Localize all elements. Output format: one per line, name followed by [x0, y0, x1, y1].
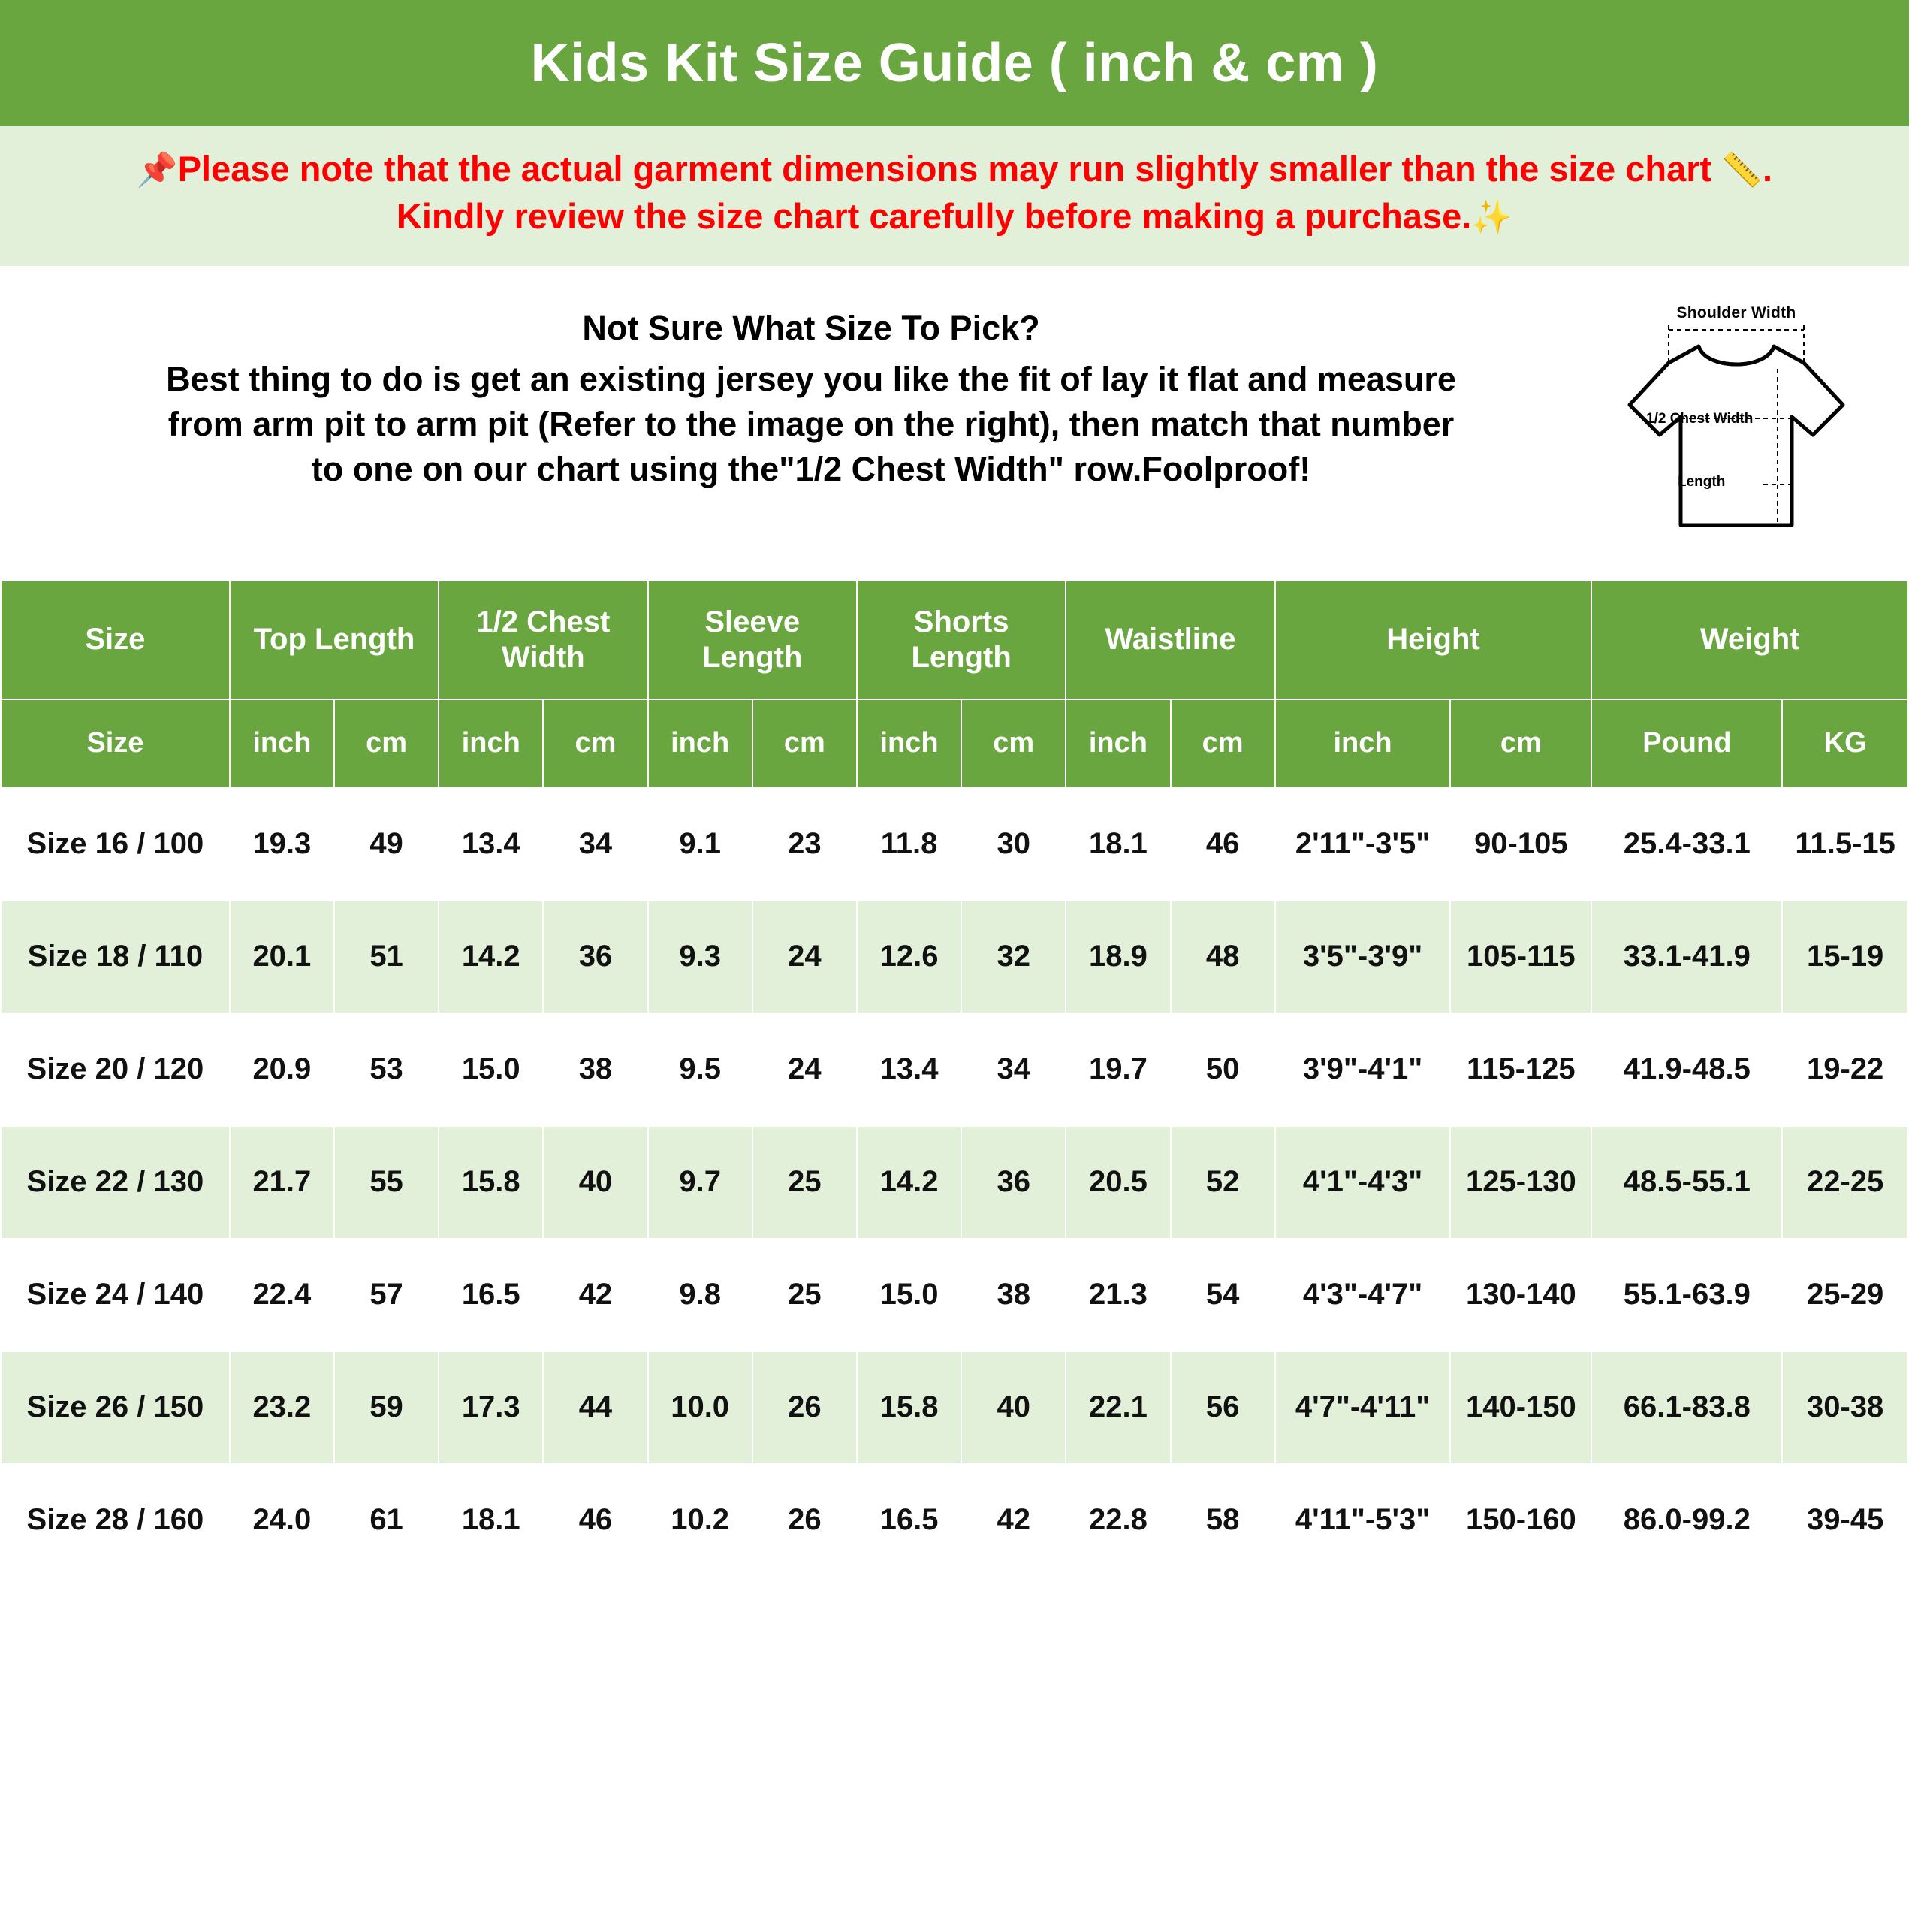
cell: 9.3 [648, 901, 752, 1013]
cell: 15.0 [439, 1013, 543, 1126]
cell: 24.0 [230, 1464, 334, 1577]
unit-header-1: inch [230, 699, 334, 788]
cell: 54 [1171, 1239, 1275, 1351]
cell: 3'5"-3'9" [1275, 901, 1451, 1013]
unit-header-10: cm [1171, 699, 1275, 788]
cell: 25.4-33.1 [1591, 788, 1782, 901]
unit-header-8: cm [961, 699, 1066, 788]
group-header-chest-width: 1/2 Chest Width [439, 581, 647, 699]
cell: 22.8 [1066, 1464, 1170, 1577]
cell: 38 [961, 1239, 1066, 1351]
cell: 46 [543, 1464, 647, 1577]
cell: 42 [543, 1239, 647, 1351]
cell: 30-38 [1782, 1351, 1908, 1464]
group-header-waistline: Waistline [1066, 581, 1274, 699]
cell: 57 [334, 1239, 439, 1351]
cell: 53 [334, 1013, 439, 1126]
info-line-3: to one on our chart using the"1/2 Chest Width" row.Foolproof! [311, 449, 1311, 488]
cell: 59 [334, 1351, 439, 1464]
cell: 4'1"-4'3" [1275, 1126, 1451, 1239]
tshirt-svg-box [1616, 324, 1856, 549]
cell-size: Size 28 / 160 [1, 1464, 230, 1577]
cell: 32 [961, 901, 1066, 1013]
cell: 9.7 [648, 1126, 752, 1239]
cell: 130-140 [1450, 1239, 1591, 1351]
cell: 105-115 [1450, 901, 1591, 1013]
unit-header-3: inch [439, 699, 543, 788]
cell: 41.9-48.5 [1591, 1013, 1782, 1126]
cell-size: Size 22 / 130 [1, 1126, 230, 1239]
unit-header-5: inch [648, 699, 752, 788]
cell: 14.2 [439, 901, 543, 1013]
table-row [1, 1239, 1908, 1351]
cell: 61 [334, 1464, 439, 1577]
cell: 86.0-99.2 [1591, 1464, 1782, 1577]
cell: 25 [752, 1126, 857, 1239]
cell: 4'11"-5'3" [1275, 1464, 1451, 1577]
cell: 18.9 [1066, 901, 1170, 1013]
unit-header-4: cm [543, 699, 647, 788]
cell: 11.5-15 [1782, 788, 1908, 901]
cell: 20.1 [230, 901, 334, 1013]
cell: 39-45 [1782, 1464, 1908, 1577]
cell: 22.4 [230, 1239, 334, 1351]
unit-header-6: cm [752, 699, 857, 788]
cell: 22-25 [1782, 1126, 1908, 1239]
cell: 50 [1171, 1013, 1275, 1126]
shoulder-width-label: Shoulder Width [1676, 303, 1796, 321]
cell: 14.2 [857, 1126, 961, 1239]
length-label: Length [1678, 473, 1726, 490]
cell: 46 [1171, 788, 1275, 901]
sparkle-icon: ✨ [1471, 198, 1513, 236]
notice-text-1-end: . [1763, 149, 1773, 189]
info-heading: Not Sure What Size To Pick? [582, 308, 1040, 347]
cell: 13.4 [857, 1013, 961, 1126]
cell: 21.7 [230, 1126, 334, 1239]
chest-width-label: 1/2 Chest Width [1646, 410, 1754, 427]
cell: 36 [961, 1126, 1066, 1239]
cell: 90-105 [1450, 788, 1591, 901]
notice-text-1: Please note that the actual garment dimensions may run slightly smaller than the size chart [177, 149, 1712, 189]
cell: 25-29 [1782, 1239, 1908, 1351]
cell: 21.3 [1066, 1239, 1170, 1351]
table-row [1, 788, 1908, 901]
table-row [1, 1126, 1908, 1239]
cell: 48.5-55.1 [1591, 1126, 1782, 1239]
cell: 10.2 [648, 1464, 752, 1577]
cell-size: Size 16 / 100 [1, 788, 230, 901]
table-row [1, 1013, 1908, 1126]
cell: 15.8 [857, 1351, 961, 1464]
cell: 23 [752, 788, 857, 901]
cell: 48 [1171, 901, 1275, 1013]
cell: 9.1 [648, 788, 752, 901]
cell: 26 [752, 1351, 857, 1464]
unit-header-7: inch [857, 699, 961, 788]
cell: 51 [334, 901, 439, 1013]
cell: 20.5 [1066, 1126, 1170, 1239]
cell: 3'9"-4'1" [1275, 1013, 1451, 1126]
group-header-sleeve-length: Sleeve Length [648, 581, 857, 699]
table-row [1, 1351, 1908, 1464]
notice-line-2 [30, 193, 1879, 240]
page-title: Kids Kit Size Guide ( inch & cm ) [530, 33, 1379, 93]
cell: 18.1 [1066, 788, 1170, 901]
cell: 56 [1171, 1351, 1275, 1464]
cell: 13.4 [439, 788, 543, 901]
cell: 36 [543, 901, 647, 1013]
group-header-shorts-length: Shorts Length [857, 581, 1066, 699]
tshirt-icon [1616, 324, 1856, 549]
info-line-2: from arm pit to arm pit (Refer to the image on the right), then match that number [167, 404, 1455, 443]
cell: 25 [752, 1239, 857, 1351]
cell: 19.7 [1066, 1013, 1170, 1126]
ruler-icon: 📏 [1721, 152, 1763, 189]
cell: 42 [961, 1464, 1066, 1577]
cell: 10.0 [648, 1351, 752, 1464]
notice-text-2: Kindly review the size chart carefully before making a purchase. [396, 195, 1472, 236]
unit-header-14: KG [1782, 699, 1908, 788]
cell: 24 [752, 901, 857, 1013]
cell: 20.9 [230, 1013, 334, 1126]
cell: 150-160 [1450, 1464, 1591, 1577]
cell: 26 [752, 1464, 857, 1577]
cell-size: Size 20 / 120 [1, 1013, 230, 1126]
cell: 22.1 [1066, 1351, 1170, 1464]
tshirt-diagram [1609, 288, 1909, 549]
cell: 24 [752, 1013, 857, 1126]
cell: 34 [543, 788, 647, 901]
cell: 49 [334, 788, 439, 901]
unit-header-size: Size [1, 699, 230, 788]
unit-header-9: inch [1066, 699, 1170, 788]
cell-size: Size 24 / 140 [1, 1239, 230, 1351]
group-header-top-length: Top Length [230, 581, 439, 699]
table-body [1, 788, 1908, 1577]
cell: 9.8 [648, 1239, 752, 1351]
cell: 17.3 [439, 1351, 543, 1464]
info-text [0, 288, 1609, 492]
cell-size: Size 26 / 150 [1, 1351, 230, 1464]
cell: 30 [961, 788, 1066, 901]
cell: 19-22 [1782, 1013, 1908, 1126]
cell: 125-130 [1450, 1126, 1591, 1239]
cell: 16.5 [439, 1239, 543, 1351]
table-row [1, 901, 1908, 1013]
notice-band [0, 126, 1909, 268]
info-line-1: Best thing to do is get an existing jersey you like the fit of lay it flat and measure [166, 359, 1456, 398]
cell: 12.6 [857, 901, 961, 1013]
cell: 33.1-41.9 [1591, 901, 1782, 1013]
cell: 19.3 [230, 788, 334, 901]
table-row [1, 1464, 1908, 1577]
cell: 15-19 [1782, 901, 1908, 1013]
unit-header-11: inch [1275, 699, 1451, 788]
cell: 38 [543, 1013, 647, 1126]
cell: 40 [543, 1126, 647, 1239]
pin-icon: 📌 [136, 152, 178, 189]
cell: 11.8 [857, 788, 961, 901]
cell: 55 [334, 1126, 439, 1239]
unit-header-2: cm [334, 699, 439, 788]
unit-header-12: cm [1450, 699, 1591, 788]
unit-header-13: Pound [1591, 699, 1782, 788]
cell: 66.1-83.8 [1591, 1351, 1782, 1464]
cell: 23.2 [230, 1351, 334, 1464]
cell: 4'7"-4'11" [1275, 1351, 1451, 1464]
group-header-weight: Weight [1591, 581, 1908, 699]
cell: 34 [961, 1013, 1066, 1126]
cell: 2'11"-3'5" [1275, 788, 1451, 901]
cell: 58 [1171, 1464, 1275, 1577]
cell: 16.5 [857, 1464, 961, 1577]
cell: 18.1 [439, 1464, 543, 1577]
cell: 15.0 [857, 1239, 961, 1351]
cell: 15.8 [439, 1126, 543, 1239]
cell: 55.1-63.9 [1591, 1239, 1782, 1351]
cell: 40 [961, 1351, 1066, 1464]
cell: 44 [543, 1351, 647, 1464]
table-group-header-row [1, 581, 1908, 699]
table-unit-header-row [1, 699, 1908, 788]
cell: 52 [1171, 1126, 1275, 1239]
header-bar [0, 0, 1909, 126]
cell: 9.5 [648, 1013, 752, 1126]
info-block [0, 268, 1909, 580]
group-header-size: Size [1, 581, 230, 699]
cell: 140-150 [1450, 1351, 1591, 1464]
cell: 115-125 [1450, 1013, 1591, 1126]
group-header-height: Height [1275, 581, 1592, 699]
size-chart-table [0, 580, 1909, 1577]
notice-line-1 [30, 146, 1879, 193]
cell-size: Size 18 / 110 [1, 901, 230, 1013]
cell: 4'3"-4'7" [1275, 1239, 1451, 1351]
